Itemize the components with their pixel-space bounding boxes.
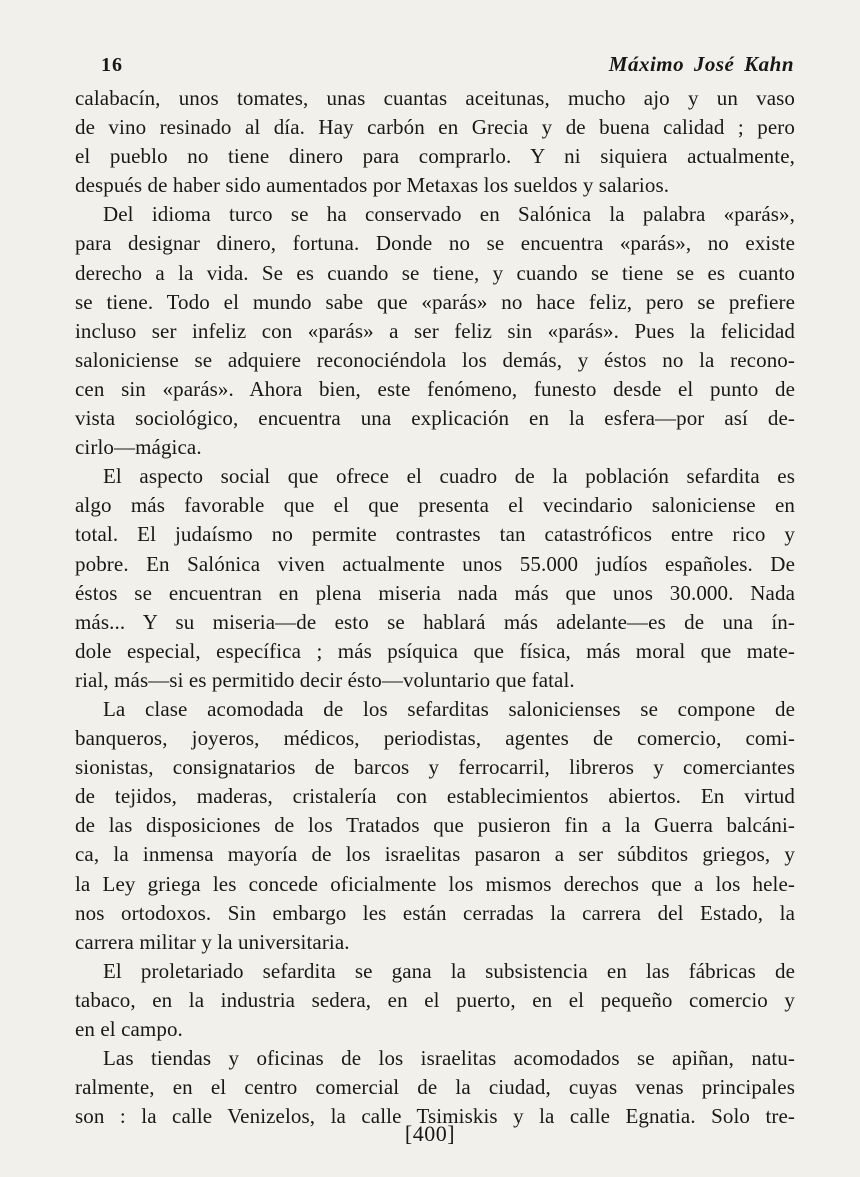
text-line: cen sin «parás». Ahora bien, este fenómeno, funesto desde el punto de xyxy=(75,376,795,401)
running-head-author: Máximo José Kahn xyxy=(608,52,794,76)
page-number: 16 xyxy=(101,54,123,76)
text-line: de vino resinado al día. Hay carbón en Grecia y de buena calidad ; pero xyxy=(75,115,795,140)
text-block xyxy=(75,84,795,1131)
text-line: saloniciense se adquiere reconociéndola los demás, y éstos no la recono- xyxy=(75,347,795,372)
paragraph xyxy=(75,84,795,200)
text-line: carrera militar y la universitaria. xyxy=(75,929,350,954)
paragraph xyxy=(75,957,795,1044)
text-line: ralmente, en el centro comercial de la ciudad, cuyas venas principales xyxy=(75,1075,795,1100)
text-line: dole especial, específica ; más psíquica que física, más moral que mate- xyxy=(75,638,795,663)
text-line: ca, la inmensa mayoría de los israelitas pasaron a ser súbditos griegos, y xyxy=(75,842,795,867)
text-line: El proletariado sefardita se gana la subsistencia en las fábricas de xyxy=(103,958,795,983)
text-line: La clase acomodada de los sefarditas salonicienses se compone de xyxy=(103,696,795,721)
text-line: vista sociológico, encuentra una explicación en la esfera—por así de- xyxy=(75,406,795,431)
text-line: el pueblo no tiene dinero para comprarlo. Y ni siquiera actualmente, xyxy=(75,144,795,169)
text-line: nos ortodoxos. Sin embargo les están cerradas la carrera del Estado, la xyxy=(75,900,795,925)
text-line: para designar dinero, fortuna. Donde no se encuentra «parás», no existe xyxy=(75,231,795,256)
folio-number: [400] xyxy=(404,1121,456,1146)
text-line: total. El judaísmo no permite contrastes tan catastróficos entre rico y xyxy=(75,522,795,547)
text-line: en el campo. xyxy=(75,1017,183,1041)
text-line: algo más favorable que el que presenta el vecindario saloniciense en xyxy=(75,493,795,518)
text-line: pobre. En Salónica viven actualmente unos 55.000 judíos españoles. De xyxy=(75,551,795,576)
text-line: son : la calle Venizelos, la calle Tsimiskis y la calle Egnatia. Solo tre- xyxy=(75,1104,795,1129)
text-line: El aspecto social que ofrece el cuadro de la población sefardita es xyxy=(103,464,795,489)
paragraph xyxy=(75,200,795,462)
running-header xyxy=(75,52,794,77)
text-line: después de haber sido aumentados por Metaxas los sueldos y salarios. xyxy=(75,173,670,198)
text-line: la Ley griega les concede oficialmente los mismos derechos que a los hele- xyxy=(75,871,795,896)
paragraph xyxy=(75,462,795,695)
text-line: de tejidos, maderas, cristalería con establecimientos abiertos. En virtud xyxy=(75,784,795,809)
text-line: incluso ser infeliz con «parás» a ser feliz sin «parás». Pues la felicidad xyxy=(75,318,795,343)
page-footer xyxy=(0,1121,860,1147)
text-line: más... Y su miseria—de esto se hablará más adelante—es de una ín- xyxy=(75,609,795,634)
text-line: banqueros, joyeros, médicos, periodistas, agentes de comercio, comi- xyxy=(75,726,795,751)
text-line: éstos se encuentran en plena miseria nada más que unos 30.000. Nada xyxy=(75,580,795,605)
text-line: Las tiendas y oficinas de los israelitas acomodados se apiñan, natu- xyxy=(103,1046,795,1071)
text-line: Del idioma turco se ha conservado en Salónica la palabra «parás», xyxy=(103,202,795,227)
text-line: se tiene. Todo el mundo sabe que «parás» no hace feliz, pero se prefiere xyxy=(75,289,795,314)
text-line: cirlo—mágica. xyxy=(75,435,202,460)
text-line: calabacín, unos tomates, unas cuantas aceitunas, mucho ajo y un vaso xyxy=(75,86,795,110)
paragraph xyxy=(75,1044,795,1131)
text-line: de las disposiciones de los Tratados que pusieron fin a la Guerra balcáni- xyxy=(75,813,795,838)
paragraph xyxy=(75,695,795,957)
text-line: sionistas, consignatarios de barcos y ferrocarril, libreros y comerciantes xyxy=(75,755,795,780)
text-line: rial, más—si es permitido decir ésto—voluntario que fatal. xyxy=(75,667,575,692)
text-line: tabaco, en la industria sedera, en el puerto, en el pequeño comercio y xyxy=(75,987,795,1012)
text-line: derecho a la vida. Se es cuando se tiene, y cuando se tiene se es cuanto xyxy=(75,260,795,285)
